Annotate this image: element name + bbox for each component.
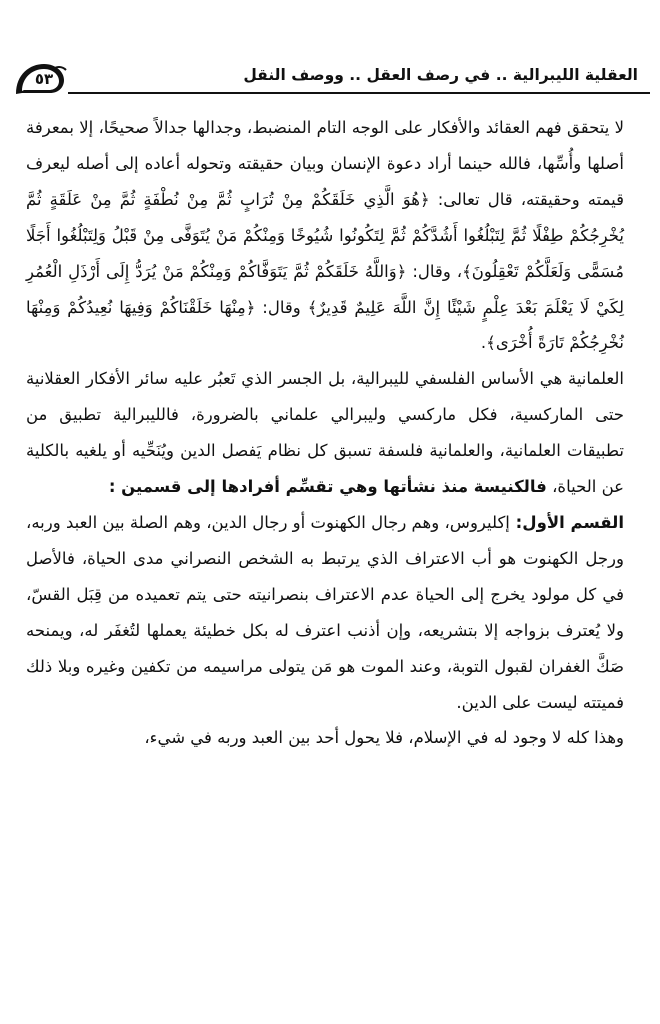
quran-verse: ﴿هُوَ الَّذِي خَلَقَكُمْ مِنْ تُرَابٍ ثُمَّ مِنْ نُطْفَةٍ ثُمَّ مِنْ عَلَقَةٍ ثُمَّ يُخْرِجُكُمْ طِفْلًا ثُمَّ لِتَبْلُغُوا أَشُدَّكُمْ ثُمَّ لِتَكُونُوا شُيُوخًا وَمِنْكُمْ مَنْ يُتَوَفَّى مِنْ قَبْلُ وَلِتَبْلُغُوا أَجَلًا مُسَمًّى وَلَعَلَّكُمْ تَعْقِلُونَ﴾ (26, 189, 624, 281)
paragraph-text: وهذا كله لا وجود له في الإسلام، فلا يحول أحد بين العبد وربه في شيء، (144, 728, 624, 748)
body-text (26, 110, 624, 756)
page-number: ٥٣ (34, 70, 54, 88)
running-title: العقلية الليبرالية .. في رصف العقل .. ووصف النقل (243, 66, 638, 84)
paragraph (26, 110, 624, 361)
quran-verse: ﴿مِنْهَا خَلَقْنَاكُمْ وَفِيهَا نُعِيدُكُمْ وَمِنْهَا نُخْرِجُكُمْ تَارَةً أُخْرَى﴾ (26, 297, 624, 353)
paragraph-text: ، وقال: (406, 261, 463, 281)
quran-verse: ﴿وَاللَّهُ خَلَقَكُمْ ثُمَّ يَتَوَفَّاكُمْ وَمِنْكُمْ مَنْ يُرَدُّ إِلَى أَرْذَلِ الْعُمُرِ لِكَيْ لَا يَعْلَمَ بَعْدَ عِلْمٍ شَيْئًا إِنَّ اللَّهَ عَلِيمٌ قَدِيرٌ﴾ (26, 261, 624, 317)
bold-text: فالكنيسة منذ نشأتها وهي تقسِّم أفرادها إلى قسمين : (108, 477, 547, 497)
page-number-badge (12, 60, 68, 98)
paragraph (26, 505, 624, 720)
paragraph-text: لا يتحقق فهم العقائد والأفكار على الوجه التام المنضبط، وجدالها جدالاً صحيحًا، إلا بمعرفة أصلها وأُسِّها، فالله حينما أراد دعوة الإنسان وبيان حقيقته وتحوله أعاده إلى أصله ليعرف قيمته وحقيقته، قال تعالى: (26, 118, 624, 209)
header-rule (68, 92, 650, 94)
paragraph-text: وقال: (255, 297, 308, 317)
paragraph-text: . (480, 333, 487, 353)
paragraph (26, 720, 624, 756)
page-header (8, 60, 660, 100)
paragraph (26, 361, 624, 505)
bold-text: القسم الأول: (509, 512, 624, 532)
paragraph-text: العلمانية هي الأساس الفلسفي لليبرالية، بل الجسر الذي تَعبُر عليه سائر الأفكار العقلانية حتى الماركسية، فكل ماركسي وليبرالي علماني بالضرورة، فالليبرالية تطبيق من تطبيقات العلمانية، والعلمانية فلسفة تسبق كل نظام يَفصل الدين ويُنَحِّيه أو يلغيه بالكلية عن الحياة، (26, 369, 624, 497)
paragraph-text: إكليروس، وهم رجال الكهنوت أو رجال الدين، وهم الصلة بين العبد وربه، ورجل الكهنوت هو أب الاعتراف الذي يرتبط به الشخص النصراني مدى الحياة، فالأصل في كل مولود يخرج إلى الحياة عدم الاعتراف بنصرانيته حتى يتم تعميده من قِبَل القسّ، ولا يُعترف بزواجه إلا بتشريعه، وإن أذنب اعترف له بكل خطيئة يعملها لتُغفَر له، ويمنحه صَكَّ الغفران لقبول التوبة، وعند الموت هو مَن يتولى مراسيمه من تكفين وغيره وبلا ذلك فميتته ليست على الدين. (26, 512, 624, 712)
